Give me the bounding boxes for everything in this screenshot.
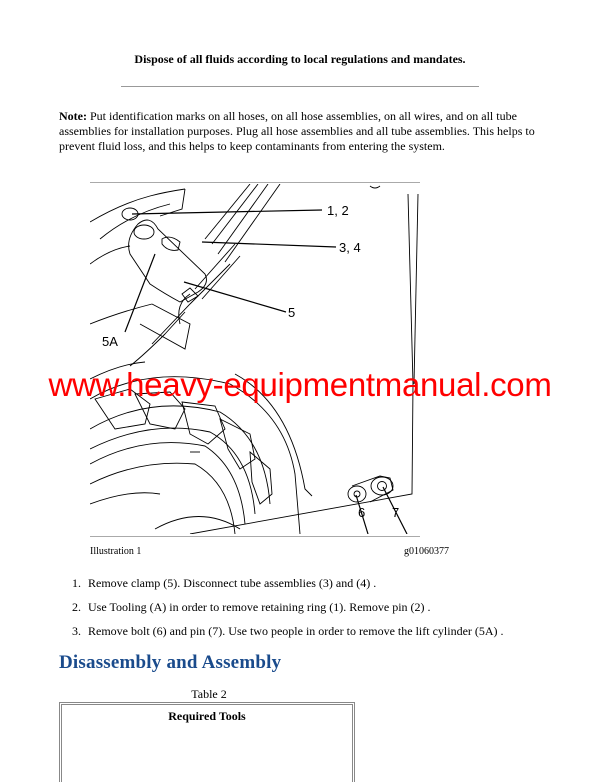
callout-5: 5 (288, 305, 296, 320)
callout-1-2: 1, 2 (327, 203, 349, 218)
section-title: Disassembly and Assembly (59, 652, 282, 673)
removal-steps (72, 576, 572, 648)
illustration-bottom-rule (90, 536, 420, 537)
callout-3-4: 3, 4 (339, 240, 361, 255)
step-item: 3. Remove bolt (6) and pin (7). Use two people in order to remove the lift cylinder (5A) . (72, 624, 504, 638)
table-header: Required Tools (168, 709, 246, 723)
illustration-caption: Illustration 1 (90, 546, 142, 557)
step-item: 2. Use Tooling (A) in order to remove retaining ring (1). Remove pin (2) . (72, 600, 431, 614)
note-label: Note: (59, 109, 87, 123)
illustration-top-rule (90, 182, 420, 183)
lift-cylinder-illustration (90, 184, 420, 534)
callout-7: 7 (392, 505, 400, 520)
fluid-disposal-warning: Dispose of all fluids according to local regulations and mandates. (134, 52, 466, 66)
divider (121, 86, 479, 87)
required-tools-table (59, 702, 355, 782)
illustration-id: g01060377 (404, 546, 449, 557)
step-item: 1. Remove clamp (5). Disconnect tube assemblies (3) and (4) . (72, 576, 377, 590)
table-caption: Table 2 (191, 687, 227, 701)
note-text: Put identification marks on all hoses, on all hose assemblies, on all wires, and on all tube assemblies for installation purposes. Plug all hose assemblies and all tube assemblies. This helps to prevent fluid loss, and this helps to keep contaminants from entering the system. (59, 109, 535, 153)
callout-6: 6 (358, 505, 366, 520)
watermark: www.heavy-equipmentmanual.com (48, 366, 552, 403)
note-paragraph (59, 109, 549, 154)
callout-5a: 5A (102, 334, 118, 349)
